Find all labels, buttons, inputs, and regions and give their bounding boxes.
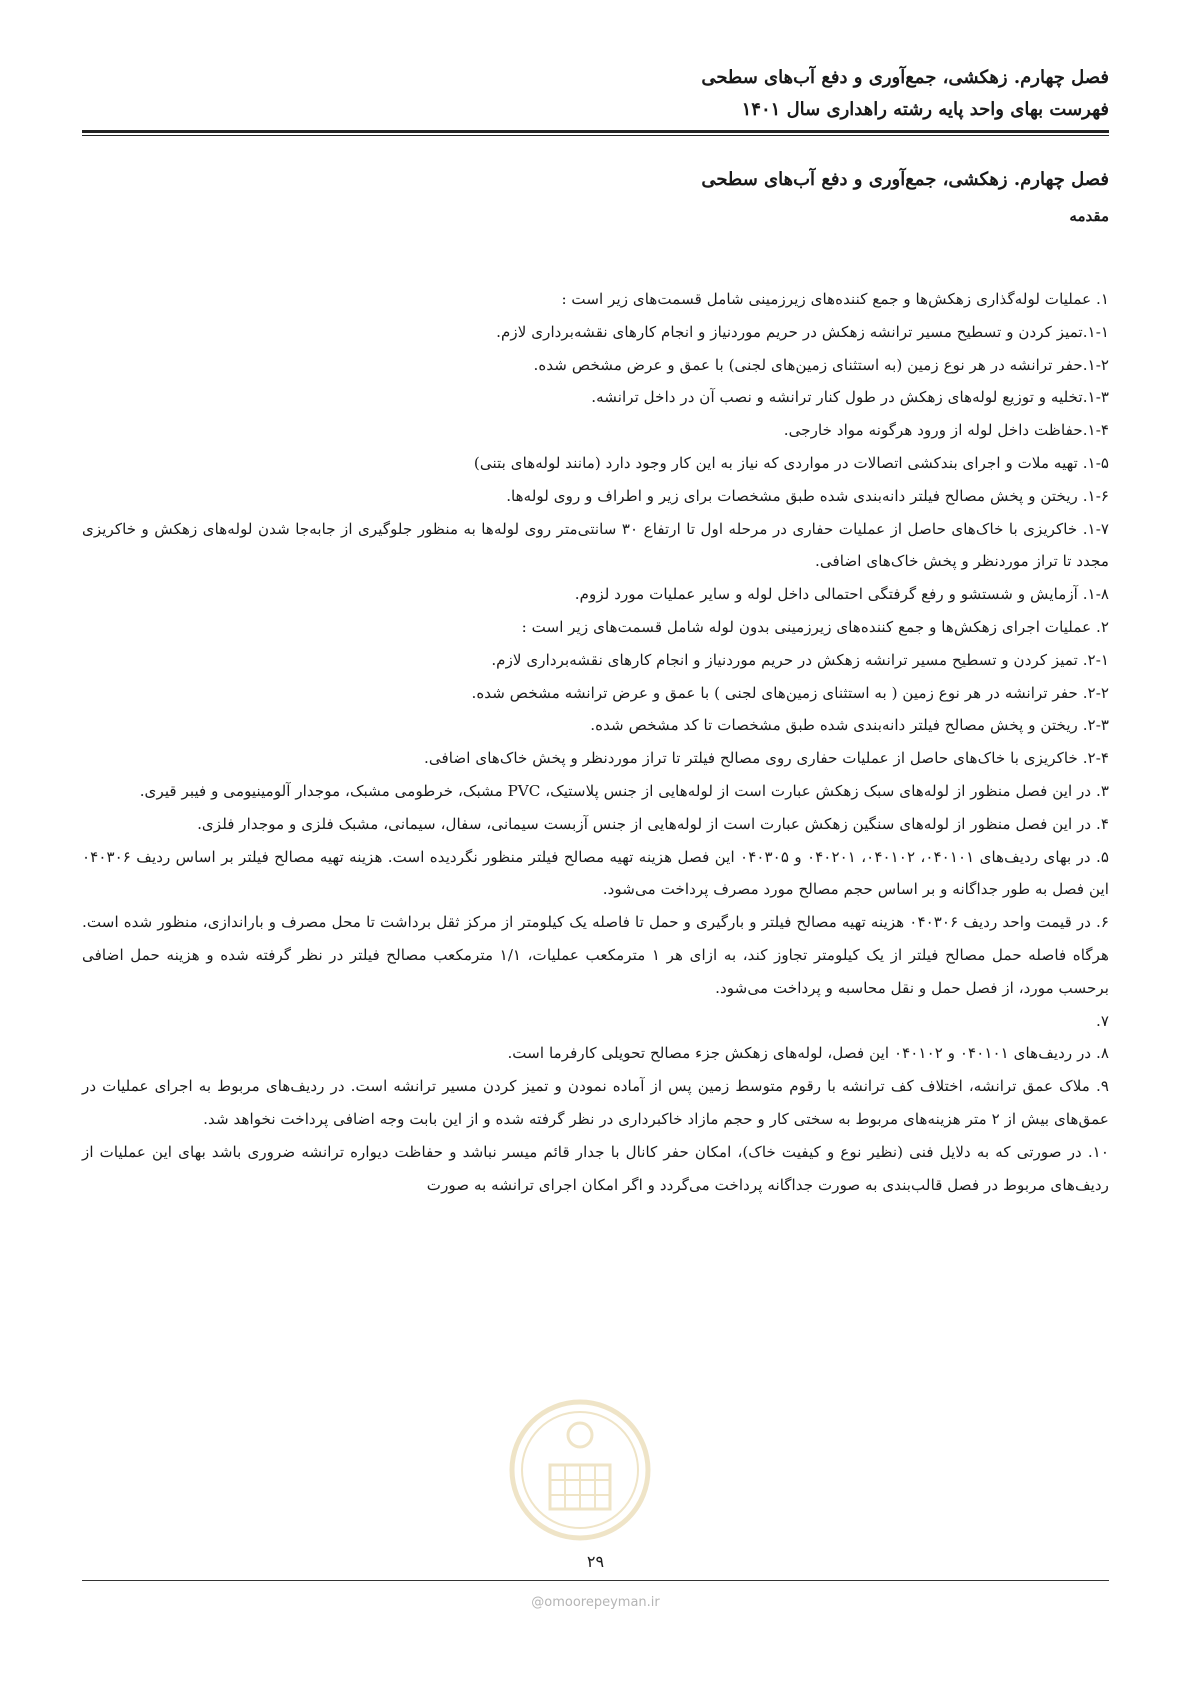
body-text (82, 283, 1109, 1201)
paragraph: ۱-۱.تمیز کردن و تسطیح مسیر ترانشه زهکش در حریم موردنیاز و انجام کارهای نقشه‌برداری لازم. (496, 322, 1109, 341)
paragraph: ۶. در قیمت واحد ردیف ۰۴۰۳۰۶ هزینه تهیه مصالح فیلتر و بارگیری و حمل تا فاصله یک کیلومتر از مرکز ثقل برداشت تا محل مصرف و باراندازی، منظور شده است. هرگاه فاصله حمل مصالح فیلتر از یک کیلومتر تجاوز کند، به ازای هر ۱ مترمکعب عملیات، ۱/۱ مترمکعب مصالح فیلتر در نظر گرفته شده و هزینه حمل اضافی برحسب مورد، از فصل حمل و نقل محاسبه و پرداخت می‌شود. (82, 913, 1109, 997)
watermark-site-text: @omoorepeyman.ir (531, 1595, 660, 1610)
paragraph: ۱-۳.تخلیه و توزیع لوله‌های زهکش در طول کنار ترانشه و نصب آن در داخل ترانشه. (591, 388, 1109, 407)
paragraph: ۴. در این فصل منظور از لوله‌های سنگین زهکش عبارت است از لوله‌هایی از جنس آزبست سیمانی، سفال، سیمانی، مشبک فلزی و موجدار فلزی. (197, 814, 1109, 833)
chapter-title: فصل چهارم. زهکشی، جمع‌آوری و دفع آب‌های سطحی (701, 169, 1109, 190)
paragraph: ۱-۲.حفر ترانشه در هر نوع زمین (به استثنای زمین‌های لجنی) با عمق و عرض مشخص شده. (533, 355, 1109, 374)
paragraph: ۲-۲. حفر ترانشه در هر نوع زمین ( به استثنای زمین‌های لجنی ) با عمق و عرض ترانشه مشخص شده. (471, 683, 1109, 702)
header-rule-thin (82, 135, 1109, 136)
paragraph: ۷. (1096, 1011, 1109, 1030)
paragraph: ۱-۸. آزمایش و شستشو و رفع گرفتگی احتمالی داخل لوله و سایر عملیات مورد لزوم. (574, 585, 1109, 604)
paragraph: ۱. عملیات لوله‌گذاری زهکش‌ها و جمع کننده‌های زیرزمینی شامل قسمت‌های زیر است : (561, 290, 1109, 308)
paragraph: ۸. در ردیف‌های ۰۴۰۱۰۱ و ۰۴۰۱۰۲ این فصل، لوله‌های زهکش جزء مصالح تحویلی کارفرما است. (507, 1044, 1109, 1063)
paragraph: ۲-۱. تمیز کردن و تسطیح مسیر ترانشه زهکش در حریم موردنیاز و انجام کارهای نقشه‌برداری لازم. (491, 650, 1109, 669)
paragraph: ۲-۴. خاکریزی با خاک‌های حاصل از عملیات حفاری روی مصالح فیلتر تا تراز موردنظر و پخش خاک‌های اضافی. (424, 749, 1109, 768)
running-header (79, 62, 1109, 126)
watermark-seal-icon (505, 1385, 655, 1555)
paragraph: ۹. ملاک عمق ترانشه، اختلاف کف ترانشه با رقوم متوسط زمین پس از آماده نمودن و تمیز کردن مسیر ترانشه است. در ردیف‌های مربوط به اجرای عملیات در عمق‌های بیش از ۲ متر هزینه‌های مربوط به سختی کار و حجم مازاد خاکبرداری در نظر گرفته شده و از این بابت وجه اضافی پرداخت نخواهد شد. (82, 1077, 1109, 1128)
paragraph: ۲. عملیات اجرای زهکش‌ها و جمع کننده‌های زیرزمینی بدون لوله شامل قسمت‌های زیر است : (521, 617, 1109, 636)
header-chapter-line: فصل چهارم. زهکشی، جمع‌آوری و دفع آب‌های سطحی (701, 67, 1109, 88)
intro-heading: مقدمه (1069, 207, 1109, 225)
paragraph: ۱-۵. تهیه ملات و اجرای بندکشی اتصالات در مواردی که نیاز به این کار وجود دارد (مانند لوله‌های بتنی) (473, 453, 1109, 472)
paragraph: ۵. در بهای ردیف‌های ۰۴۰۱۰۱، ۰۴۰۱۰۲، ۰۴۰۲۰۱ و ۰۴۰۳۰۵ این فصل هزینه تهیه مصالح فیلتر منظور نگردیده است. هزینه تهیه مصالح فیلتر بر اساس ردیف ۰۴۰۳۰۶ این فصل به طور جداگانه و بر اساس حجم مصالح مورد مصرف پرداخت می‌شود. (82, 847, 1110, 899)
header-catalog-line: فهرست بهای واحد پایه رشته راهداری سال ۱۴۰۱ (741, 99, 1109, 120)
paragraph: ۲-۳. ریختن و پخش مصالح فیلتر دانه‌بندی شده طبق مشخصات تا کد مشخص شده. (590, 716, 1109, 735)
paragraph: ۱۰. در صورتی که به دلایل فنی (نظیر نوع و کیفیت خاک)، امکان حفر کانال با جدار قائم میسر نباشد و حفاظت دیواره ترانشه ضروری باشد بهای این عملیات از ردیف‌های مربوط در فصل قالب‌بندی به صورت جداگانه پرداخت می‌گردد و اگر امکان اجرای ترانشه به صورت (82, 1142, 1109, 1194)
paragraph: ۱-۴.حفاظت داخل لوله از ورود هرگونه مواد خارجی. (783, 421, 1109, 440)
header-rule-thick (82, 130, 1109, 133)
paragraph: ۱-۷. خاکریزی با خاک‌های حاصل از عملیات حفاری در مرحله اول تا ارتفاع ۳۰ سانتی‌متر روی لوله‌ها به منظور جلوگیری از جابه‌جا شدن لوله‌های زهکش و خاکریزی مجدد تا تراز موردنظر و پخش خاک‌های اضافی. (82, 519, 1109, 571)
paragraph: ۱-۶. ریختن و پخش مصالح فیلتر دانه‌بندی شده طبق مشخصات برای زیر و اطراف و روی لوله‌ها. (506, 486, 1109, 505)
paragraph: ۳. در این فصل منظور از لوله‌های سبک زهکش عبارت است از لوله‌هایی از جنس پلاستیک، PVC مشبک، خرطومی مشبک، موجدار آلومینیومی و فیبر قیری. (139, 781, 1109, 800)
page-number: ۲۹ (586, 1552, 605, 1571)
footer-rule (82, 1580, 1109, 1581)
